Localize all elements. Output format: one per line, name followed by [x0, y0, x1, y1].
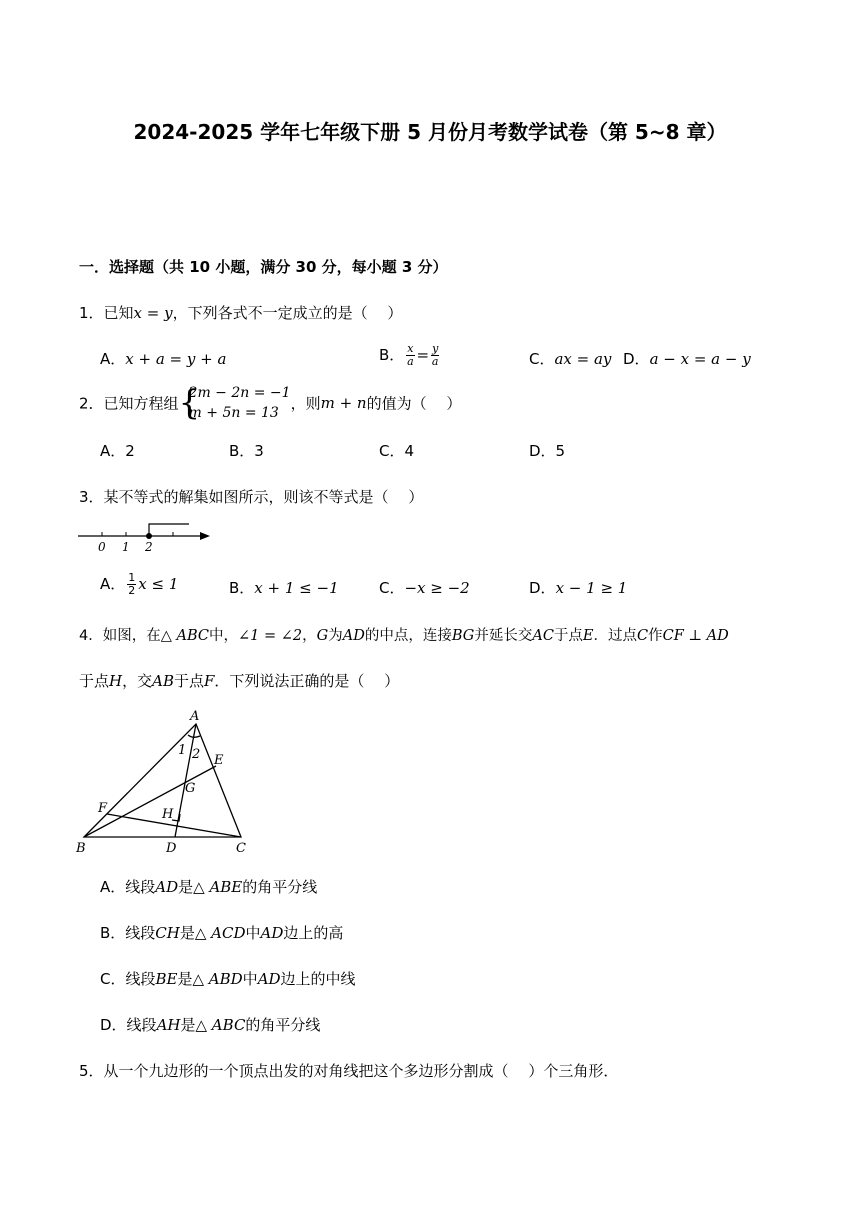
- option-math: −x ≥ −2: [404, 579, 470, 597]
- solution-ray: [149, 524, 189, 536]
- option-label: D．: [623, 350, 650, 368]
- question-4-line-2: 于点H，交AB于点F．下列说法正确的是（ ）: [79, 672, 400, 690]
- equals: =: [416, 346, 430, 364]
- label-d: D: [166, 841, 177, 856]
- label-b: B: [76, 841, 86, 856]
- option-math: a − x = a − y: [649, 350, 751, 368]
- q2-option-a[interactable]: A．2: [100, 442, 135, 460]
- number-line-figure: [76, 518, 216, 558]
- q1-option-b[interactable]: [379, 343, 441, 368]
- option-label: D．: [529, 579, 556, 597]
- q1-option-c[interactable]: [529, 348, 611, 369]
- q2-prefix: 2．已知方程组: [79, 394, 179, 413]
- label-e: E: [214, 753, 224, 768]
- fraction: $\frac{x}{a}$: [407, 342, 414, 368]
- q2-suffix: ，则: [290, 394, 321, 413]
- tick-label-1: 1: [122, 540, 130, 554]
- label-g: G: [185, 781, 196, 796]
- fraction: $\frac{y}{a}$: [431, 342, 439, 368]
- q1-suffix: ，下列各式不一定成立的是（ ）: [172, 304, 403, 322]
- q3-option-c[interactable]: [379, 577, 470, 598]
- label-c: C: [236, 841, 246, 856]
- q1-prefix: 1．已知: [79, 304, 134, 322]
- question-2: [79, 383, 461, 423]
- q1-condition: x = y: [133, 304, 173, 322]
- q3-option-a[interactable]: [100, 572, 178, 597]
- solid-point: [146, 533, 152, 539]
- label-h: H: [162, 807, 174, 822]
- option-label: A．: [100, 350, 126, 368]
- q3-option-b[interactable]: [229, 577, 339, 598]
- question-1: [79, 302, 402, 323]
- segment-cf: [107, 814, 241, 837]
- option-label: B．: [379, 346, 405, 364]
- q4-option-b[interactable]: B．线段CH是△ ACD中AD边上的高: [100, 924, 344, 942]
- label-a: A: [190, 709, 200, 724]
- question-3: 3．某不等式的解集如图所示，则该不等式是（ ）: [79, 488, 424, 506]
- option-math: x ≤ 1: [138, 575, 179, 593]
- option-math: x + a = y + a: [125, 350, 227, 368]
- tick-label-0: 0: [98, 540, 106, 554]
- q2-option-b[interactable]: B．3: [229, 442, 264, 460]
- tick-label-2: 2: [145, 540, 153, 554]
- option-label: C．: [379, 579, 405, 597]
- angle-label-2: 2: [192, 747, 201, 762]
- question-5: 5．从一个九边形的一个顶点出发的对角线把这个多边形分割成（ ）个三角形．: [79, 1062, 619, 1080]
- triangle-figure: [70, 702, 270, 862]
- q1-option-a[interactable]: [100, 348, 226, 369]
- label-f: F: [98, 801, 108, 816]
- arrow-right-icon: [200, 532, 210, 540]
- q2-option-c[interactable]: C．4: [379, 442, 415, 460]
- angle-label-1: 1: [178, 743, 187, 758]
- option-label: B．: [229, 579, 255, 597]
- option-math: ax = ay: [554, 350, 612, 368]
- equation-system: { 2m − 2n = −1 m + 5n = 13: [178, 383, 291, 423]
- document-title: 2024-2025 学年七年级下册 5 月份月考数学试卷（第 5~8 章）: [133, 120, 727, 144]
- q2-expression: m + n: [320, 394, 367, 412]
- option-math: x − 1 ≥ 1: [555, 579, 628, 597]
- option-label: C．: [529, 350, 555, 368]
- option-math: x + 1 ≤ −1: [254, 579, 339, 597]
- q4-option-d[interactable]: D．线段AH是△ ABC的角平分线: [100, 1016, 321, 1034]
- q3-option-d[interactable]: [529, 577, 627, 598]
- question-4-line-1: 4．如图，在△ ABC中，∠1 = ∠2，G为AD的中点，连接BG并延长交AC于点E．过点C作CF ⊥ AD: [79, 628, 729, 644]
- fraction: $\frac{1}{2}$: [128, 571, 136, 597]
- q2-suffix-2: 的值为（ ）: [366, 394, 462, 413]
- option-label: A．: [100, 575, 126, 593]
- q4-option-c[interactable]: C．线段BE是△ ABD中AD边上的中线: [100, 970, 356, 988]
- q1-option-d[interactable]: [623, 348, 751, 369]
- q4-option-a[interactable]: A．线段AD是△ ABE的角平分线: [100, 878, 318, 896]
- section-heading: 一．选择题（共 10 小题，满分 30 分，每小题 3 分）: [79, 258, 448, 276]
- q2-option-d[interactable]: D．5: [529, 442, 566, 460]
